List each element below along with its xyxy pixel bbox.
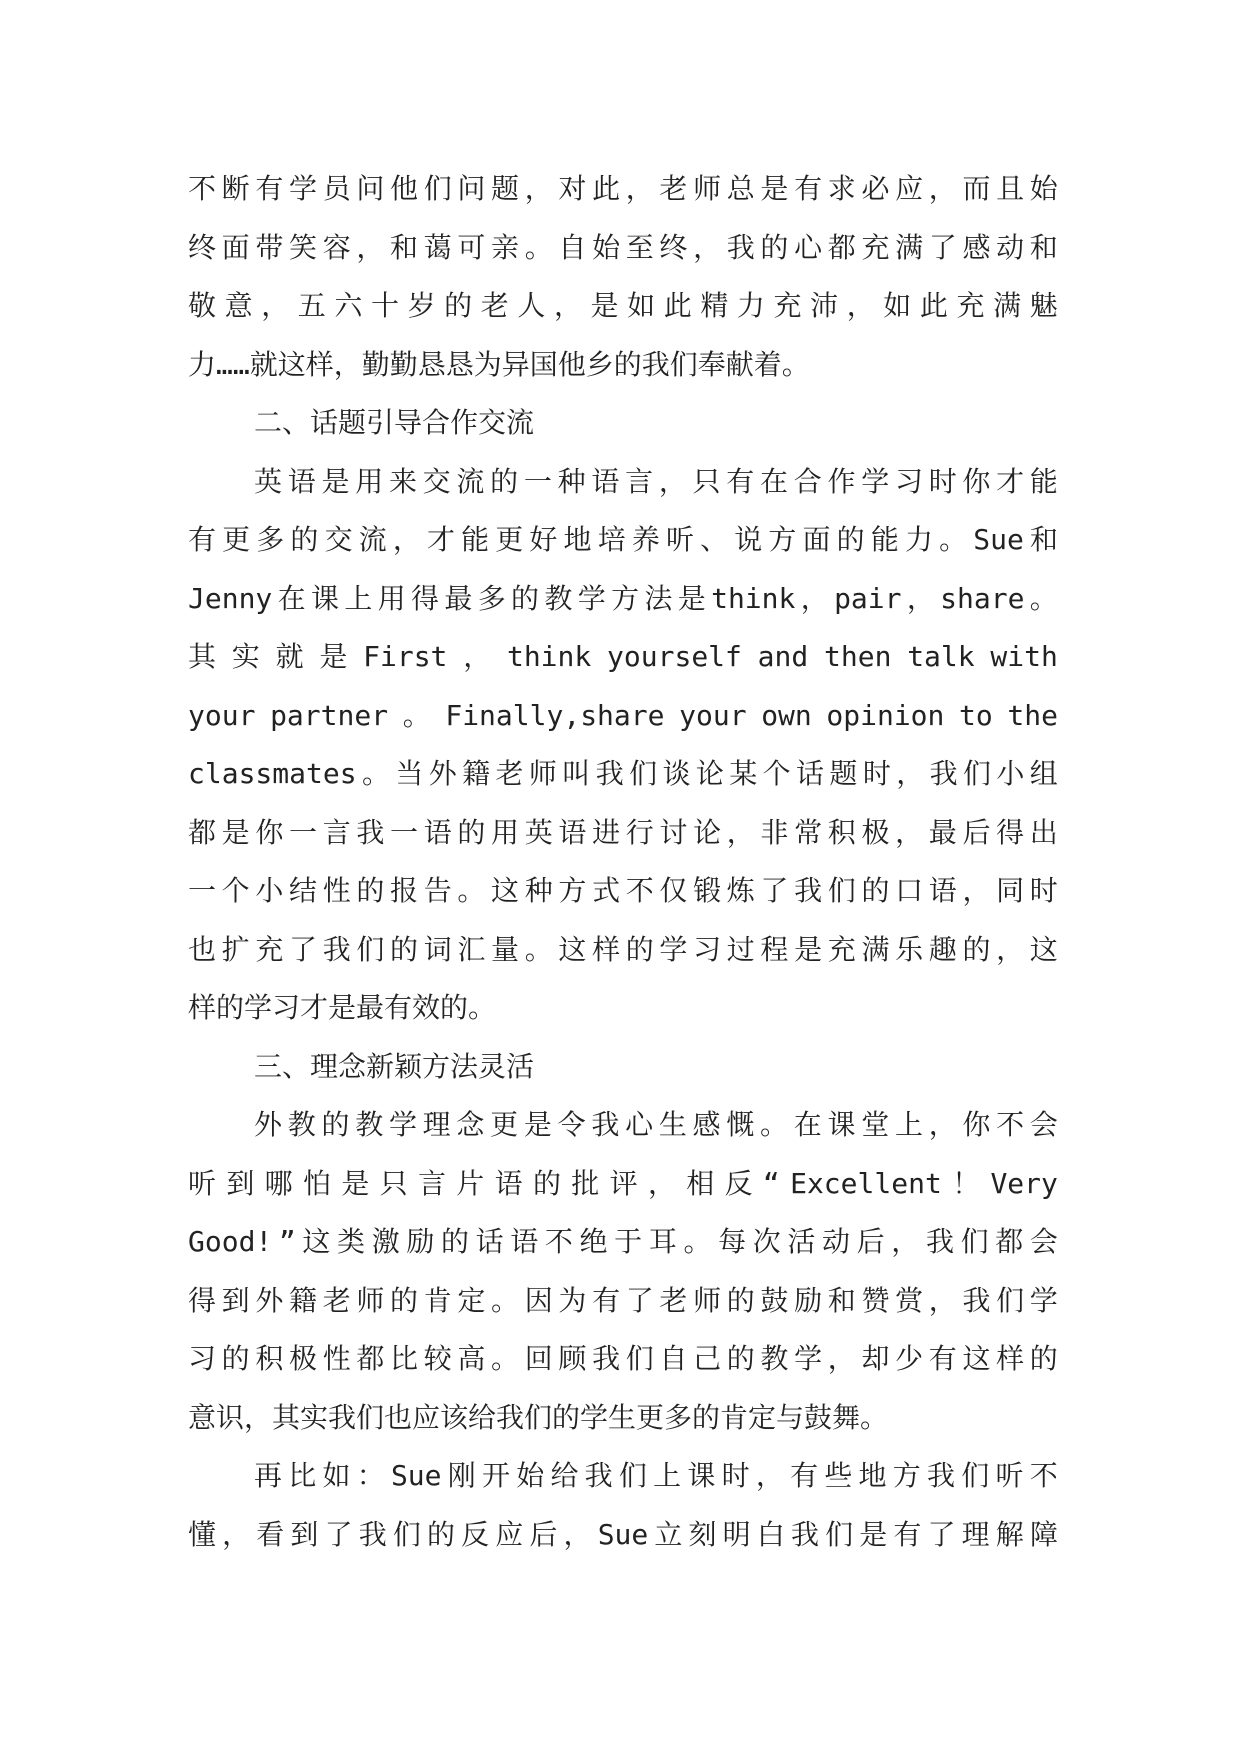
text-line: 力……就这样，勤勤恳恳为异国他乡的我们奉献着。	[188, 347, 810, 381]
text-line: 样的学习才是最有效的。	[188, 991, 497, 1024]
text-line: 意识，其实我们也应该给我们的学生更多的肯定与鼓舞。	[188, 1400, 889, 1434]
text-line: 习 的 积 极 性 都 比 较 高 。 回 顾 我 们 自 己 的 教 学 ， 却 少 有 这 样 的	[188, 1342, 1058, 1375]
text-line: 英 语 是 用 来 交 流 的 一 种 语 言 ， 只 有 在 合 作 学 习 时 你 才 能	[254, 464, 1058, 498]
text-line: classmates 。 当 外 籍 老 师 叫 我 们 谈 论 某 个 话 题 时 ， 我 们 小 组	[188, 757, 1058, 790]
text-line: 外 教 的 教 学 理 念 更 是 令 我 心 生 感 慨 。 在 课 堂 上 ， 你 不 会	[254, 1108, 1058, 1141]
text-line: 其 实 就 是 First ， think yourself and then talk with	[188, 640, 1058, 673]
text-line: 二、话题引导合作交流	[254, 406, 535, 439]
text-line: 懂 ， 看 到 了 我 们 的 反 应 后 ， Sue 立 刻 明 白 我 们 是 有 了 理 解 障	[188, 1517, 1058, 1551]
text-line: Jenny 在 课 上 用 得 最 多 的 教 学 方 法 是 think ， pair ， share 。	[188, 581, 1058, 615]
document-body	[188, 160, 1058, 1564]
text-line: 再 比 如 ： Sue 刚 开 始 给 我 们 上 课 时 ， 有 些 地 方 我 们 听 不	[254, 1459, 1058, 1492]
text-line: 都 是 你 一 言 我 一 语 的 用 英 语 进 行 讨 论 ， 非 常 积 极 ， 最 后 得 出	[188, 815, 1058, 849]
text-line: Good! ” 这 类 激 励 的 话 语 不 绝 于 耳 。 每 次 活 动 后 ， 我 们 都 会	[188, 1225, 1058, 1258]
text-line: 一 个 小 结 性 的 报 告 。 这 种 方 式 不 仅 锻 炼 了 我 们 的 口 语 ， 同 时	[188, 874, 1058, 907]
text-line: 终 面 带 笑 容 ， 和 蔼 可 亲 。 自 始 至 终 ， 我 的 心 都 充 满 了 感 动 和	[188, 230, 1058, 264]
text-line: 有 更 多 的 交 流 ， 才 能 更 好 地 培 养 听 、 说 方 面 的 能 力 。 Sue 和	[188, 523, 1058, 556]
text-line: 不 断 有 学 员 问 他 们 问 题 ， 对 此 ， 老 师 总 是 有 求 必 应 ， 而 且 始	[188, 172, 1058, 205]
text-line: 也 扩 充 了 我 们 的 词 汇 量 。 这 样 的 学 习 过 程 是 充 满 乐 趣 的 ， 这	[188, 932, 1058, 966]
text-line: 得 到 外 籍 老 师 的 肯 定 。 因 为 有 了 老 师 的 鼓 励 和 赞 赏 ， 我 们 学	[188, 1283, 1058, 1317]
text-line: 三、理念新颖方法灵活	[254, 1049, 535, 1083]
text-line: 敬 意 ， 五 六 十 岁 的 老 人 ， 是 如 此 精 力 充 沛 ， 如 此 充 满 魅	[188, 289, 1058, 322]
text-line: 听 到 哪 怕 是 只 言 片 语 的 批 评 ， 相 反 “ Excellent ！ Very	[188, 1166, 1058, 1200]
text-line: your partner 。 Finally,share your own opinion to the	[188, 698, 1058, 732]
